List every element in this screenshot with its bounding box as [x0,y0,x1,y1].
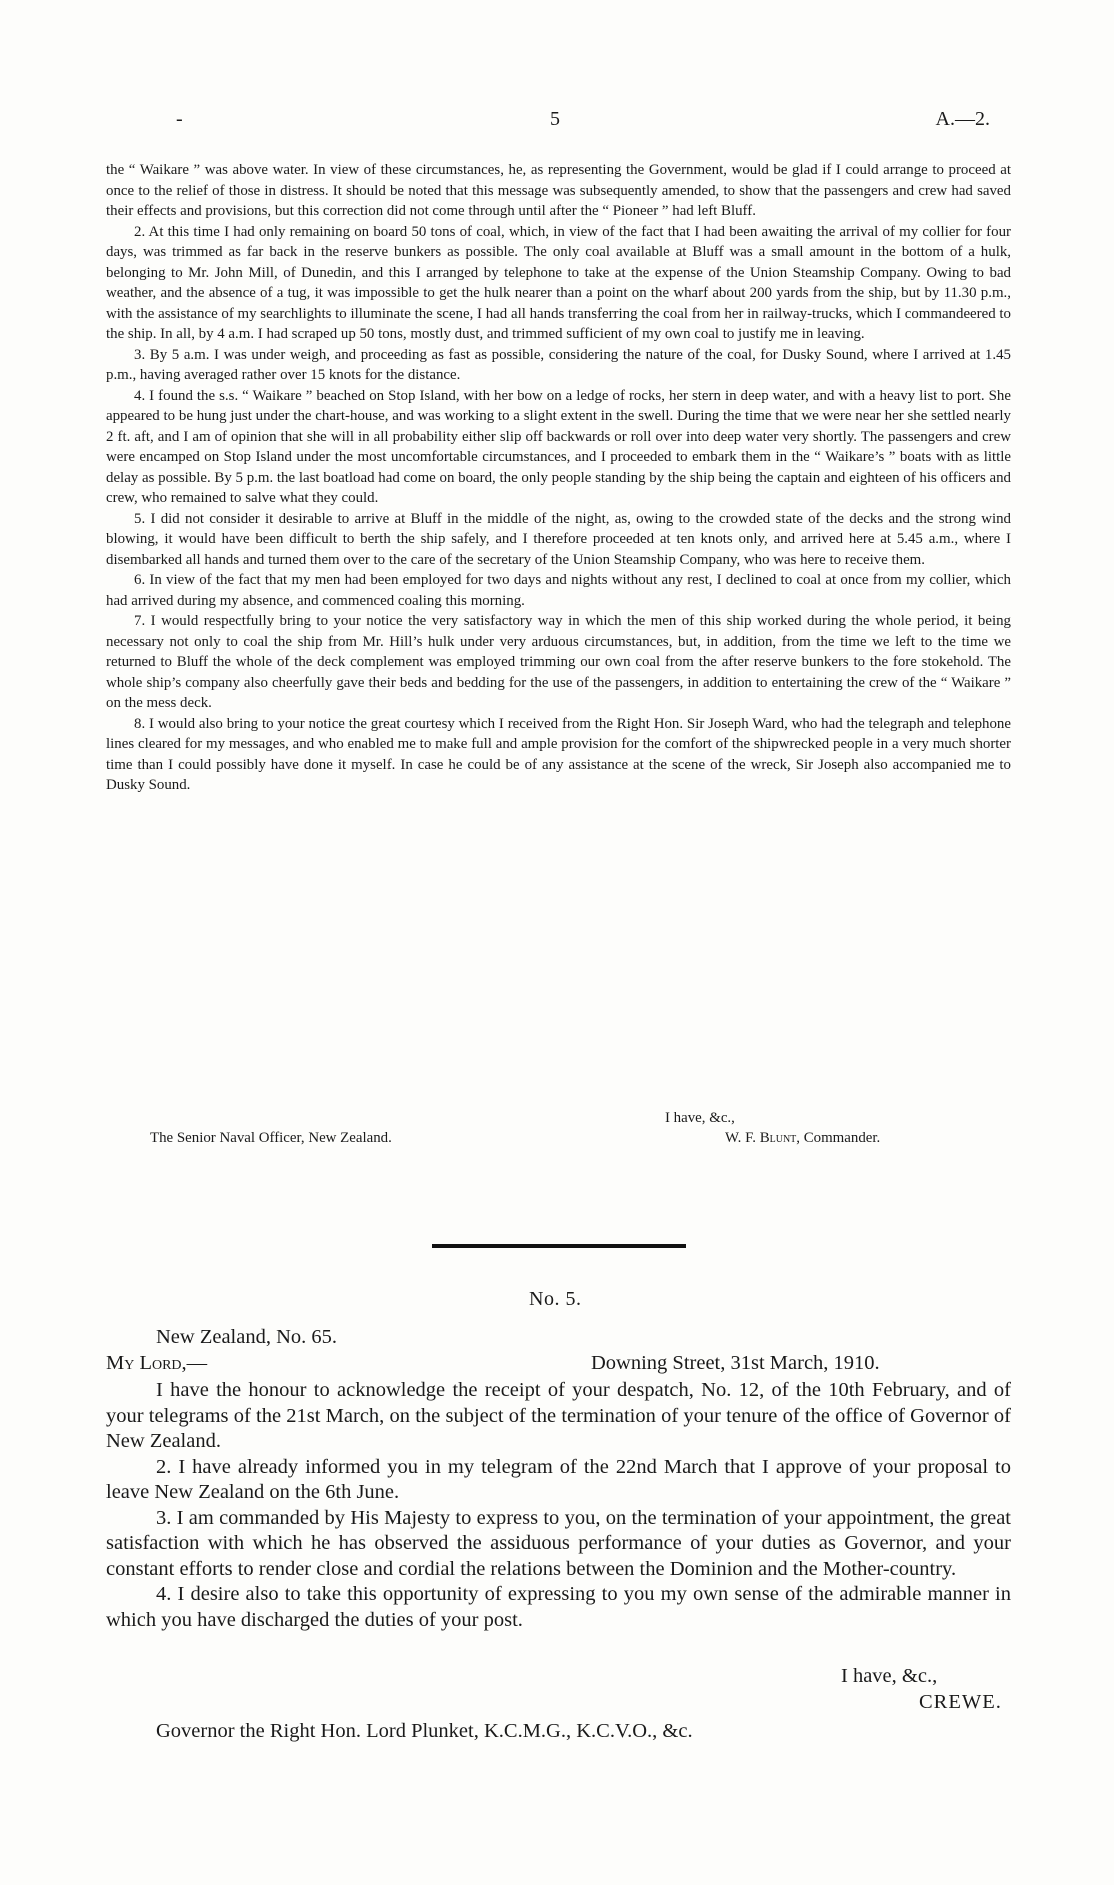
paragraph: 3. I am commanded by His Majesty to express to you, on the termination of your appointment, the great satisfaction with which he has observed the assiduous performance of your duties as Governor, and your constant efforts to render close and cordial the relations between the Dominion and the Mother-country. [106,1506,1011,1580]
signature-name: Blunt [759,1130,797,1146]
section-divider [432,1244,686,1248]
paragraph: 3. By 5 a.m. I was under weigh, and proceeding as fast as possible, considering the nature of the coal, for Dusky Sound, where I arrived at 1.45 p.m., having averaged rather over 15 knots for the distance. [106,346,1011,383]
letter-1-addressee: The Senior Naval Officer, New Zealand. [150,1130,392,1146]
document-code: A.—2. [935,108,990,130]
letter-2-signature: CREWE. [919,1691,1002,1713]
paragraph: 2. I have already informed you in my telegram of the 22nd March that I approve of your proposal to leave New Zealand on the 6th June. [106,1455,1011,1503]
letter-1-body [106,160,1011,796]
page-number: 5 [550,108,560,130]
signature-initials: W. F. [725,1130,756,1146]
paragraph: 6. In view of the fact that my men had been employed for two days and nights without any rest, I declined to coal at once from my collier, which had arrived during my absence, and commenced coaling this morning. [106,572,1011,609]
letter-reference: New Zealand, No. 65. [156,1326,338,1348]
letter-1-signature [725,1130,880,1147]
paragraph: 4. I desire also to take this opportunity of expressing to you my own sense of the admirable manner in which you have discharged the duties of your post. [106,1583,1011,1631]
paragraph: 2. At this time I had only remaining on board 50 tons of coal, which, in view of the fact that I had been awaiting the arrival of my collier for four days, was trimmed as far back in the reserve bunkers as possible. The only coal available at Bluff was a small amount in the bottom of a hulk, belonging to Mr. John Mill, of Dunedin, and this I arranged by telephone to take at the expense of the Union Steamship Company. Owing to bad weather, and the absence of a tug, it was impossible to get the hulk nearer than a point on the wharf about 200 yards from the ship, but by 11.30 p.m., with the assistance of my searchlights to illuminate the scene, I had all hands transferring the coal from her in railway-trucks, which I commandeered to the ship. In all, by 4 a.m. I had scraped up 50 tons, mostly dust, and trimmed sufficient of my own coal to justify me in leaving. [106,223,1011,342]
place-date: Downing Street, 31st March, 1910. [591,1352,880,1374]
letter-1-closing: I have, &c., [665,1110,735,1126]
paragraph: the “ Waikare ” was above water. In view of these circumstances, he, as representing the Government, would be glad if I could arrange to proceed at once to the relief of those in distress. It should be noted that this message was subsequently amended, to show that the passengers and crew had saved their effects and provisions, but this correction did not come through until after the “ Pioneer ” had left Bluff. [106,162,1011,219]
paragraph: 8. I would also bring to your notice the great courtesy which I received from the Right Hon. Sir Joseph Ward, who had the telegraph and telephone lines cleared for my messages, and who enabled me to make full and ample provision for the comfort of the shipwrecked people in a very much shorter time than I could possibly have done it myself. In case he could be of any assistance at the scene of the wreck, Sir Joseph also accompanied me to Dusky Sound. [106,715,1011,793]
page-header [170,108,990,138]
letter-number: No. 5. [529,1288,582,1310]
letter-2-body [106,1378,1011,1633]
paragraph: I have the honour to acknowledge the receipt of your despatch, No. 12, of the 10th February, and of your telegrams of the 21st March, on the subject of the termination of your tenure of the office of Governor of New Zealand. [106,1379,1011,1452]
salutation: My Lord,— [106,1352,208,1374]
paragraph: 4. I found the s.s. “ Waikare ” beached on Stop Island, with her bow on a ledge of rocks, her stern in deep water, and with a heavy list to port. She appeared to be hung just under the chart-house, and was working to a slight extent in the swell. During the time that we were near her she settled nearly 2 ft. aft, and I am of opinion that she will in all probability either slip off backwards or roll over into deep water very shortly. The passengers and crew were encamped on Stop Island under the most uncomfortable circumstances, and I proceeded to embark them in the “ Waikare’s ” boats with as little delay as possible. By 5 p.m. the last boatload had come on board, the only people standing by the ship being the captain and eighteen of his officers and crew, who remained to salve what they could. [106,387,1011,506]
letter-2-closing: I have, &c., [841,1665,938,1687]
paragraph: 5. I did not consider it desirable to arrive at Bluff in the middle of the night, as, owing to the crowded state of the decks and the strong wind blowing, it would have been difficult to berth the ship safely, and I therefore proceeded at ten knots only, and arrived here at 5.45 a.m., where I disembarked all hands and turned them over to the care of the secretary of the Union Steamship Company, who was here to receive them. [106,510,1011,568]
header-dash: - [176,108,183,130]
letter-2-addressee: Governor the Right Hon. Lord Plunket, K.C.M.G., K.C.V.O., &c. [156,1720,693,1742]
signature-rank: , Commander. [796,1130,881,1146]
paragraph: 7. I would respectfully bring to your notice the very satisfactory way in which the men of this ship worked during the whole period, it being necessary not only to coal the ship from Mr. Hill’s hulk under very arduous circumstances, but, in addition, from the time we left to the time we returned to Bluff the whole of the deck complement was employed trimming our own coal from the after reserve bunkers to the fore stokehold. The whole ship’s company also cheerfully gave their beds and bedding for the use of the passengers, in addition to entertaining the crew of the “ Waikare ” on the mess deck. [106,613,1011,711]
